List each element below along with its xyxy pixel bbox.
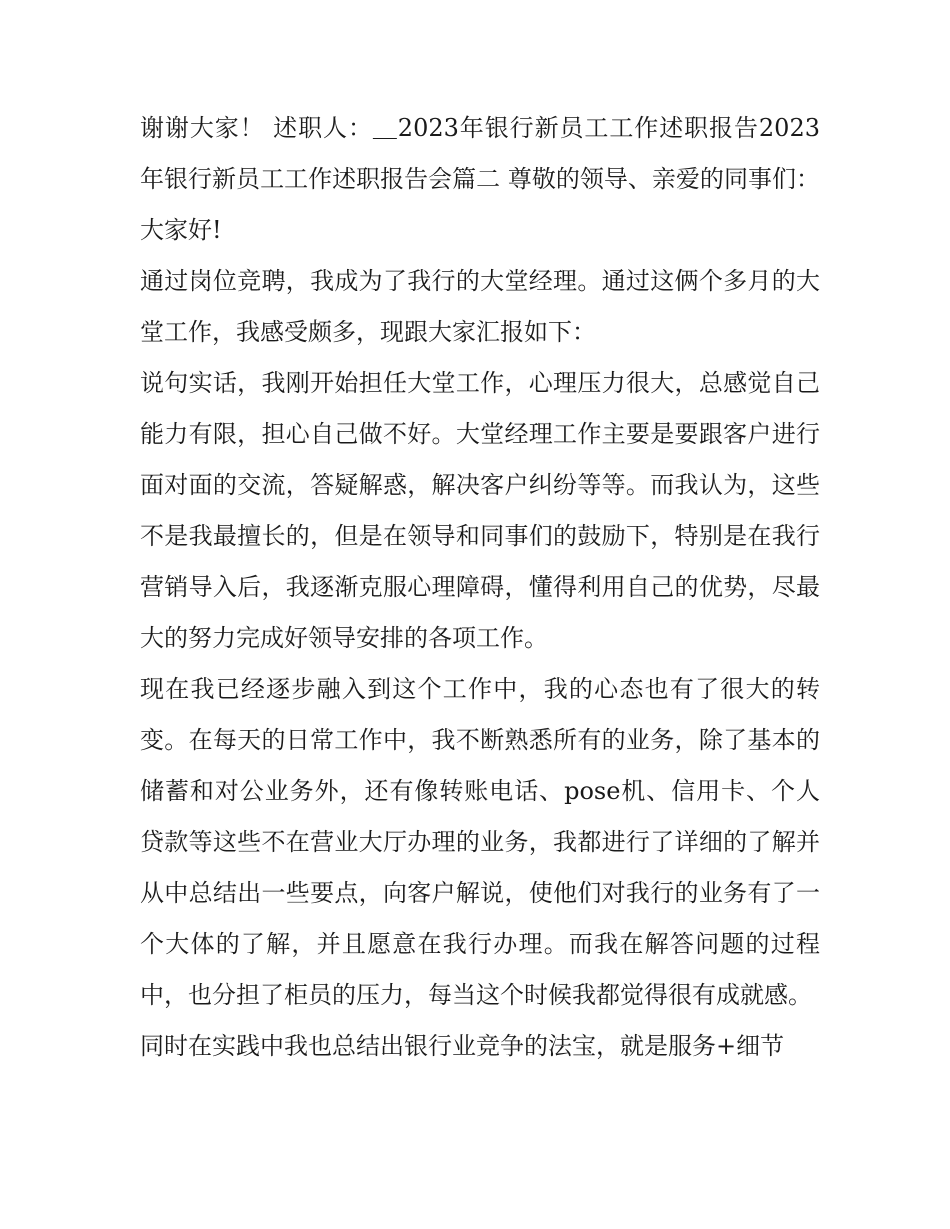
paragraph-initial-pressure: 说句实话，我刚开始担任大堂工作，心理压力很大，总感觉自己能力有限，担心自己做不好。大堂经理工作主要是要跟客户进行面对面的交流，答疑解惑，解决客户纠纷等等。而我认为，这些不是我最擅长的，但是在领导和同事们的鼓励下，特别是在我行营销导入后，我逐渐克服心理障碍，懂得利用自己的优势，尽最大的努力完成好领导安排的各项工作。 (140, 369, 820, 652)
paragraph-introduction: 通过岗位竞聘，我成为了我行的大堂经理。通过这俩个多月的大堂工作，我感受颇多，现跟大家汇报如下： (140, 267, 820, 346)
paragraph-adaptation: 现在我已经逐步融入到这个工作中，我的心态也有了很大的转变。在每天的日常工作中，我不断熟悉所有的业务，除了基本的储蓄和对公业务外，还有像转账电话、pose机、信用卡、个人贷款等这些不在营业大厅办理的业务，我都进行了详细的了解并从中总结出一些要点，向客户解说，使他们对我行的业务有了一个大体的了解，并且愿意在我行办理。而我在解答问题的过程中，也分担了柜员的压力，每当这个时候我都觉得很有成就感。 (140, 675, 820, 1009)
paragraph-closing-and-greeting: 谢谢大家！ 述职人：＿2023年银行新员工工作述职报告2023年银行新员工工作述职报告会篇二 尊敬的领导、亲爱的同事们： 大家好! (140, 114, 820, 244)
document-body (140, 103, 820, 1072)
paragraph-service-summary: 同时在实践中我也总结出银行业竞争的法宝，就是服务+细节 (140, 1032, 785, 1060)
